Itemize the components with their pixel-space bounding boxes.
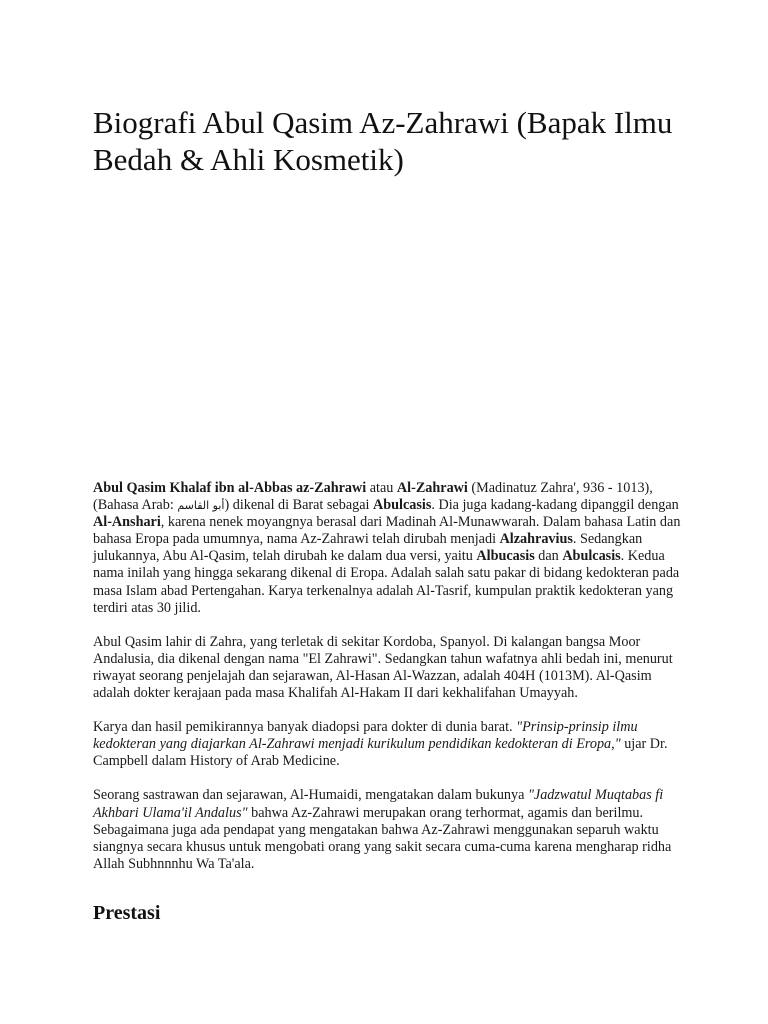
page-title: Biografi Abul Qasim Az-Zahrawi (Bapak Ilmu Bedah & Ahli Kosmetik) (93, 105, 673, 177)
name-al-anshari: Al-Anshari (93, 514, 161, 531)
name-abulcasis: Abulcasis (373, 497, 432, 514)
full-name: Abul Qasim Khalaf ibn al-Abbas az-Zahrawi (93, 480, 367, 496)
section-heading-prestasi: Prestasi (93, 902, 161, 924)
name-abulcasis-2: Abulcasis (562, 548, 621, 565)
campbell-quote: "Prinsip-prinsip ilmu kedokteran yang diajarkan Al-Zahrawi menjadi kurikulum pendidikan kedokteran di Eropa," (93, 719, 638, 753)
paragraph-birth: Abul Qasim lahir di Zahra, yang terletak di sekitar Kordoba, Spanyol. Di kalangan bangsa Moor Andalusia, dia dikenal dengan nama "El Zahrawi". Sedangkan tahun wafatnya ahli bedah ini, menurut riwayat seorang penjelajah dan sejarawan, Al-Hasan Al-Wazzan, adalah 404H (1013M). Al-Qasim adalah dokter kerajaan pada masa Khalifah Al-Hakam II dari kekhalifahan Umayyah. (93, 633, 673, 702)
paragraph-humaidi: Seorang sastrawan dan sejarawan, Al-Humaidi, mengatakan dalam bukunya "Jadzwatul Muqtabas fi Akhbari Ulama'il Andalus" bahwa Az-Zahrawi merupakan orang terhormat, agamis dan berilmu. Sebagaimana juga ada pendapat yang mengatakan bahwa Az-Zahrawi menggunakan separuh waktu siangnya secara khusus untuk mengobati orang yang sakit secara cuma-cuma karena mengharap ridha Allah Subhnnnhu Wa Ta'ala. (93, 787, 672, 872)
arabic-name: أبو القاسم (177, 499, 225, 513)
paragraph-influence: Karya dan hasil pemikirannya banyak diadopsi para dokter di dunia barat. "Prinsip-prinsip ilmu kedokteran yang diajarkan Al-Zahrawi menjadi kurikulum pendidikan kedokteran di Eropa," ujar Dr. Campbell dalam History of Arab Medicine. (93, 719, 668, 770)
name-albucasis: Albucasis (476, 548, 535, 565)
book-title: "Jadzwatul Muqtabas fi Akhbari Ulama'il Andalus" (93, 787, 664, 821)
name-alzahravius: Alzahravius (499, 531, 573, 548)
name-al-zahrawi: Al-Zahrawi (396, 480, 468, 496)
document-body (93, 480, 683, 873)
paragraph-intro: Abul Qasim Khalaf ibn al-Abbas az-Zahrawi atau Al-Zahrawi (Madinatuz Zahra', 936 - 1013), (Bahasa Arab: أبو القاسم) dikenal di Barat sebagai Abulcasis. Dia juga kadang-kadang dipanggil dengan Al-Anshari, karena nenek moyangnya berasal dari Madinah Al-Munawwarah. Dalam bahasa Latin dan bahasa Eropa pada umumnya, nama Az-Zahrawi telah dirubah menjadi Alzahravius. Sedangkan julukannya, Abu Al-Qasim, telah dirubah ke dalam dua versi, yaitu Albucasis dan Abulcasis. Kedua nama inilah yang hingga sekarang dikenal di Eropa. Adalah salah satu pakar di bidang kedokteran pada masa Islam abad Pertengahan. Karya terkenalnya adalah Al-Tasrif, kumpulan praktik kedokteran yang terdiri atas 30 jilid. (93, 480, 681, 616)
